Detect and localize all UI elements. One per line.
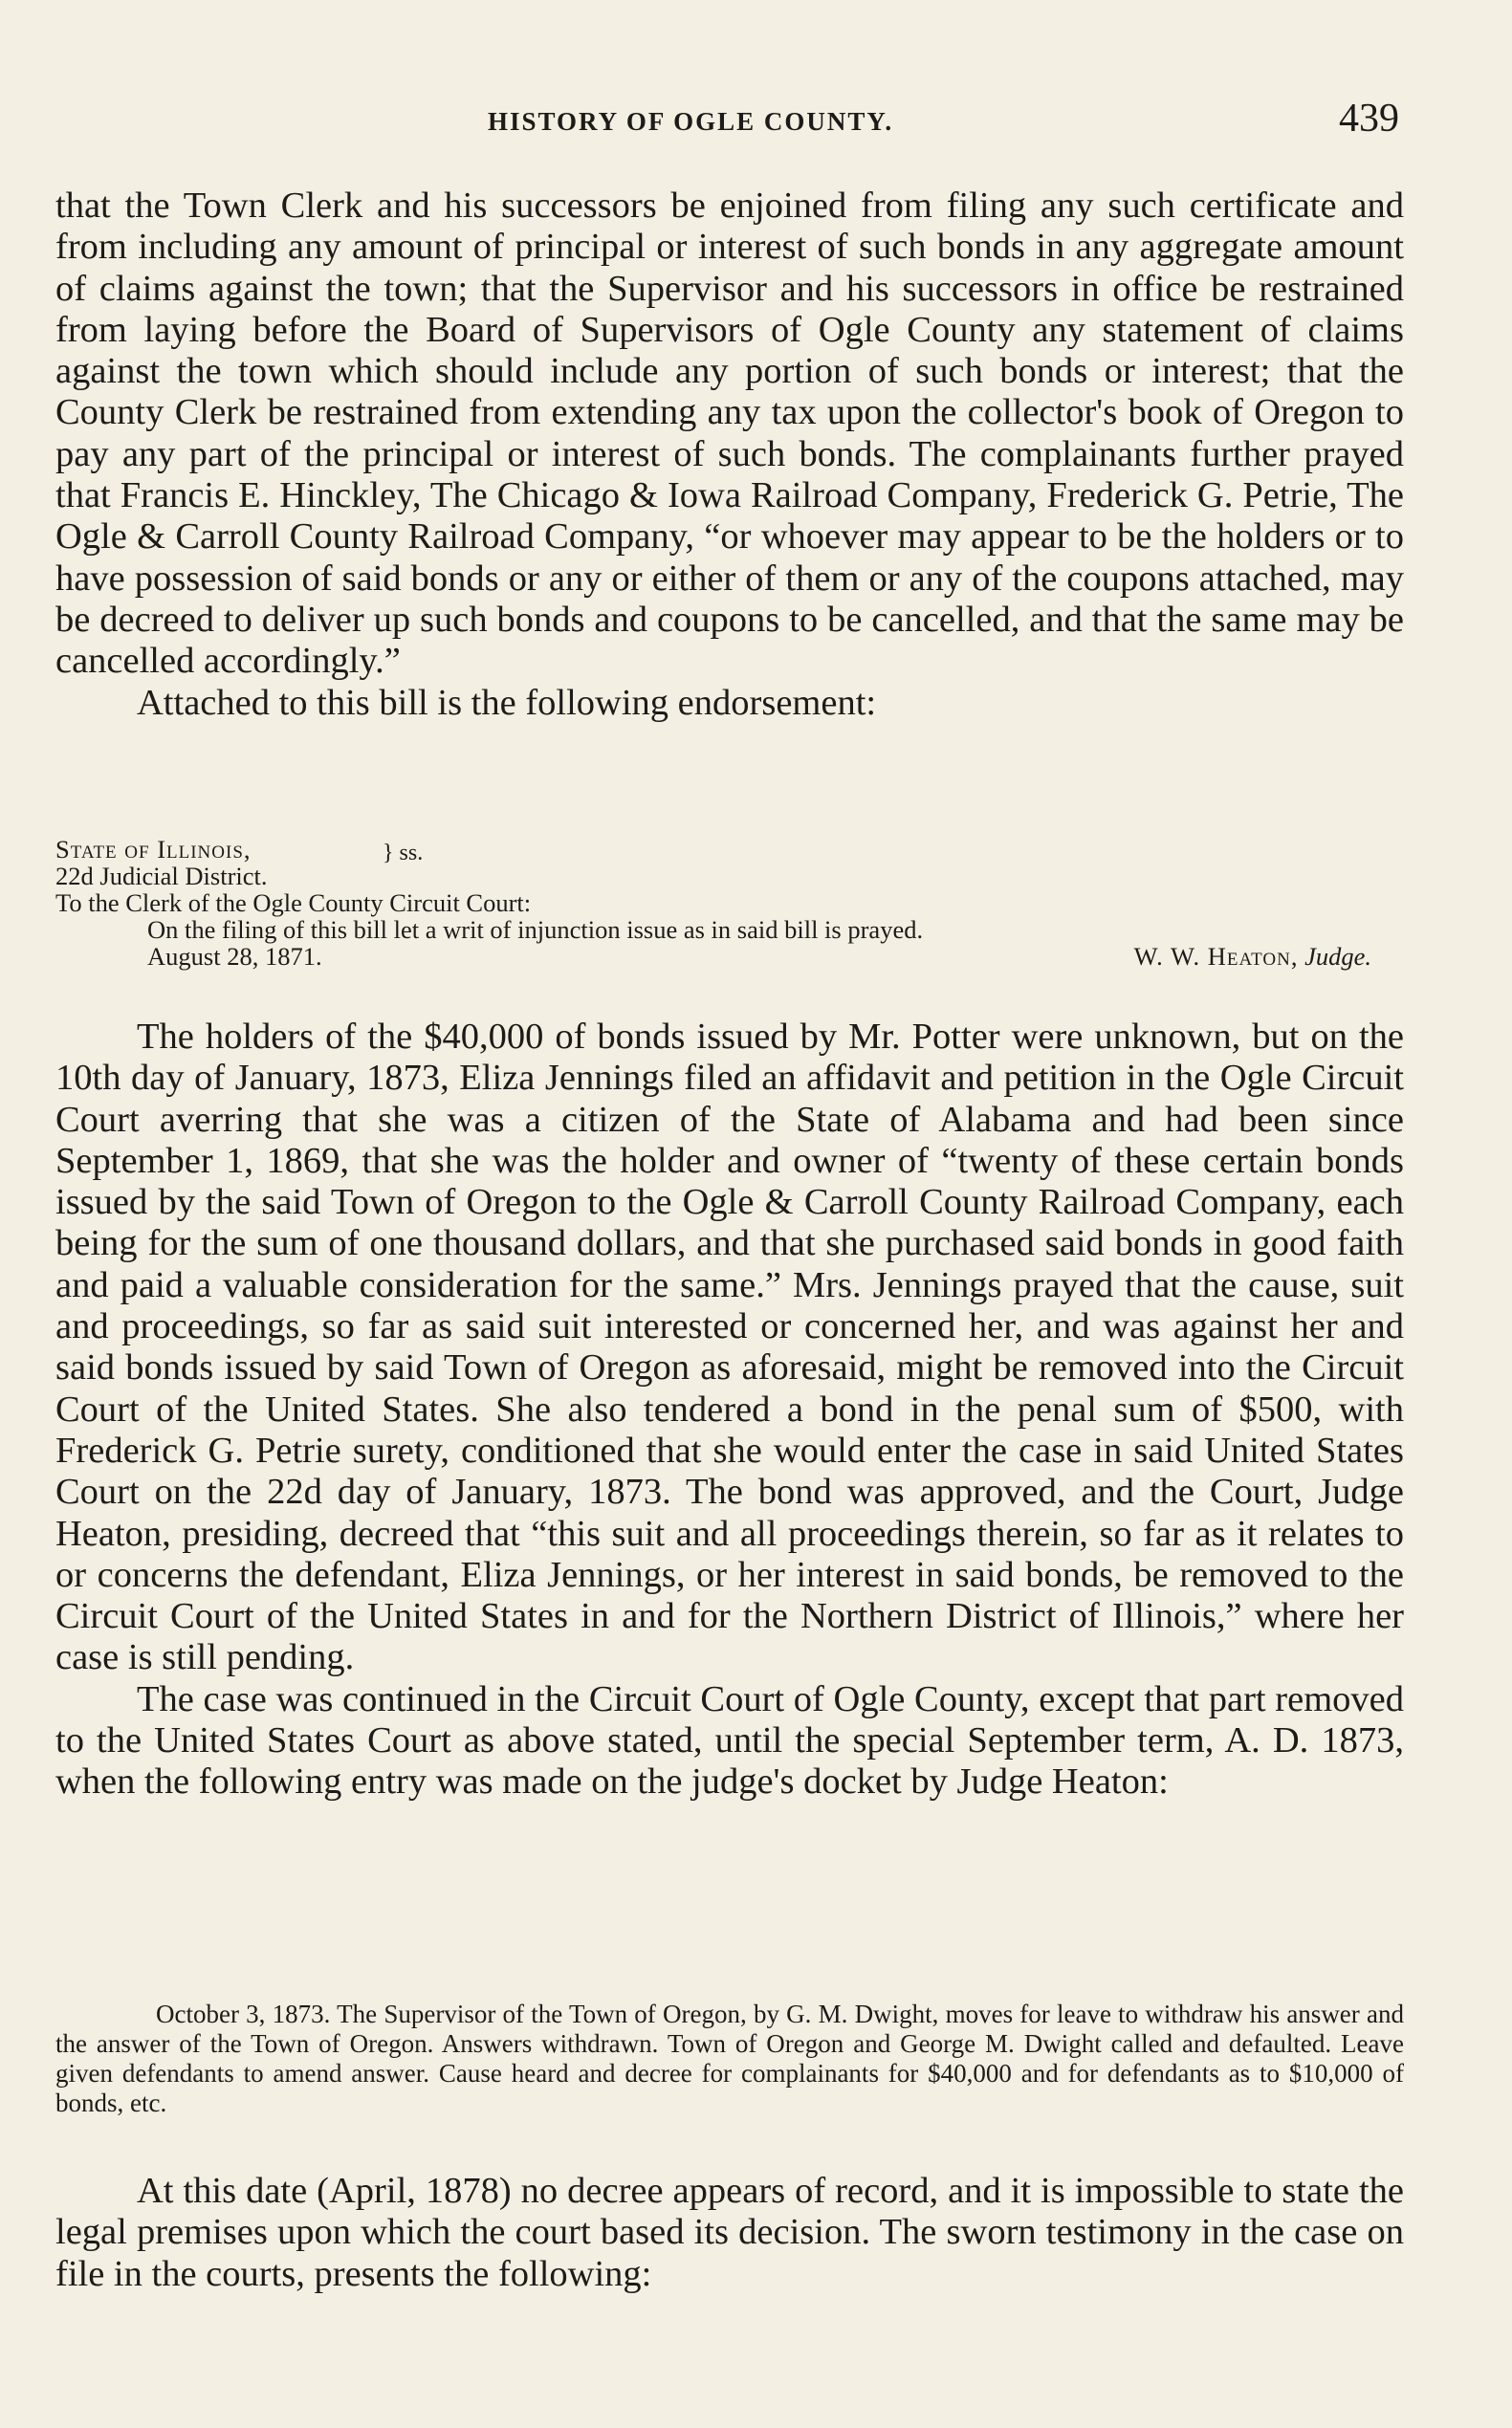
paragraph-text: At this date (April, 1878) no decree appears of record, and it is impossible to state the legal premises upon which the court based its decision. The sworn testimony in the case on file in the courts, presents the following: <box>55 2171 1404 2294</box>
venue-state: State of Illinois, <box>55 835 252 864</box>
endorsement-addressee: To the Clerk of the Ogle County Circuit Court: <box>55 888 532 917</box>
endorsement-date: August 28, 1871. <box>147 942 322 971</box>
venue-brace: } ss. <box>383 841 424 865</box>
venue-caption <box>55 835 1404 890</box>
page-header <box>0 96 1512 153</box>
paragraph-text: The holders of the $40,000 of bonds issued by Mr. Potter were unknown, but on the 10th day of January, 1873, Eliza Jennings filed an affidavit and petition in the Ogle Circuit Court averring that she was a citizen of the State of Alabama and had been since September 1, 1869, that she was the holder and owner of “twenty of these certain bonds issued by the said Town of Oregon to the Ogle & Carroll County Railroad Company, each being for the sum of one thousand dollars, and that she purchased said bonds in good faith and paid a valuable consideration for the same.” Mrs. Jennings prayed that the cause, suit and proceedings, so far as said suit interested or concerned her, and was against her and said bonds issued by said Town of Oregon as aforesaid, might be removed into the Circuit Court of the United States. She also tendered a bond in the penal sum of $500, with Frederick G. Petrie surety, conditioned that she would enter the case in said United States Court on the 22d day of January, 1873. The bond was approved, and the Court, Judge Heaton, presiding, decreed that “this suit and all proceedings therein, so far as it relates to or concerns the defendant, Eliza Jennings, or her interest in said bonds, be removed to the Circuit Court of the United States in and for the Northern District of Illinois,” where her case is still pending. <box>55 1017 1404 1678</box>
venue-ss: ss. <box>399 841 424 865</box>
paragraph-text: that the Town Clerk and his successors be enjoined from filing any such certificate and from including any amount of principal or interest of such bonds in any aggregate amount of claims against the town; that the Supervisor and his successors in office be restrained from laying before the Board of Supervisors of Ogle County any statement of claims against the town which should include any portion of such bonds or interest; that the County Clerk be restrained from extending any tax upon the collector's book of Oregon to pay any part of the principal or interest of such bonds. The complainants further prayed that Francis E. Hinckley, The Chicago & Iowa Railroad Company, Frederick G. Petrie, The Ogle & Carroll County Railroad Company, “or whoever may appear to be the holders or to have possession of said bonds or any or either of them or any of the coupons attached, may be decreed to deliver up such bonds and coupons to be cancelled, and that the same may be cancelled accordingly.” <box>55 186 1404 682</box>
paragraph-jennings-petition <box>55 1017 1404 1804</box>
paragraph-endorsement-intro: Attached to this bill is the following endorsement: <box>137 682 877 723</box>
endorsement-order: On the filing of this bill let a writ of injunction issue as in said bill is prayed. <box>147 915 924 944</box>
docket-entry-block <box>55 2000 1404 2118</box>
signer-title: Judge. <box>1304 942 1371 971</box>
endorsement-signature-row <box>55 943 1404 970</box>
paragraph-continued-case: The case was continued in the Circuit Court of Ogle County, except that part removed to the United States Court as above stated, until the special September term, A. D. 1873, when the following entry was made on the judge's docket by Judge Heaton: <box>55 1678 1404 1803</box>
page-number: 439 <box>1339 97 1399 141</box>
docket-entry-text: October 3, 1873. The Supervisor of the Town of Oregon, by G. M. Dwight, moves for leave to withdraw his answer and the answer of the Town of Oregon. Answers withdrawn. Town of Oregon and George M. Dwight called and defaulted. Leave given defendants to amend answer. Cause heard and decree for complainants for $40,000 and for defendants as to $10,000 of bonds, etc. <box>55 2000 1404 2117</box>
signer-name: W. W. Heaton, <box>1133 942 1299 971</box>
paragraph-no-decree <box>55 2171 1404 2295</box>
endorsement-block <box>55 836 1404 970</box>
running-head: HISTORY OF OGLE COUNTY. <box>488 107 894 136</box>
endorsement-signature <box>1134 943 1371 970</box>
paragraph-bill-prayer <box>55 186 1404 724</box>
venue-district: 22d Judicial District. <box>55 862 268 890</box>
